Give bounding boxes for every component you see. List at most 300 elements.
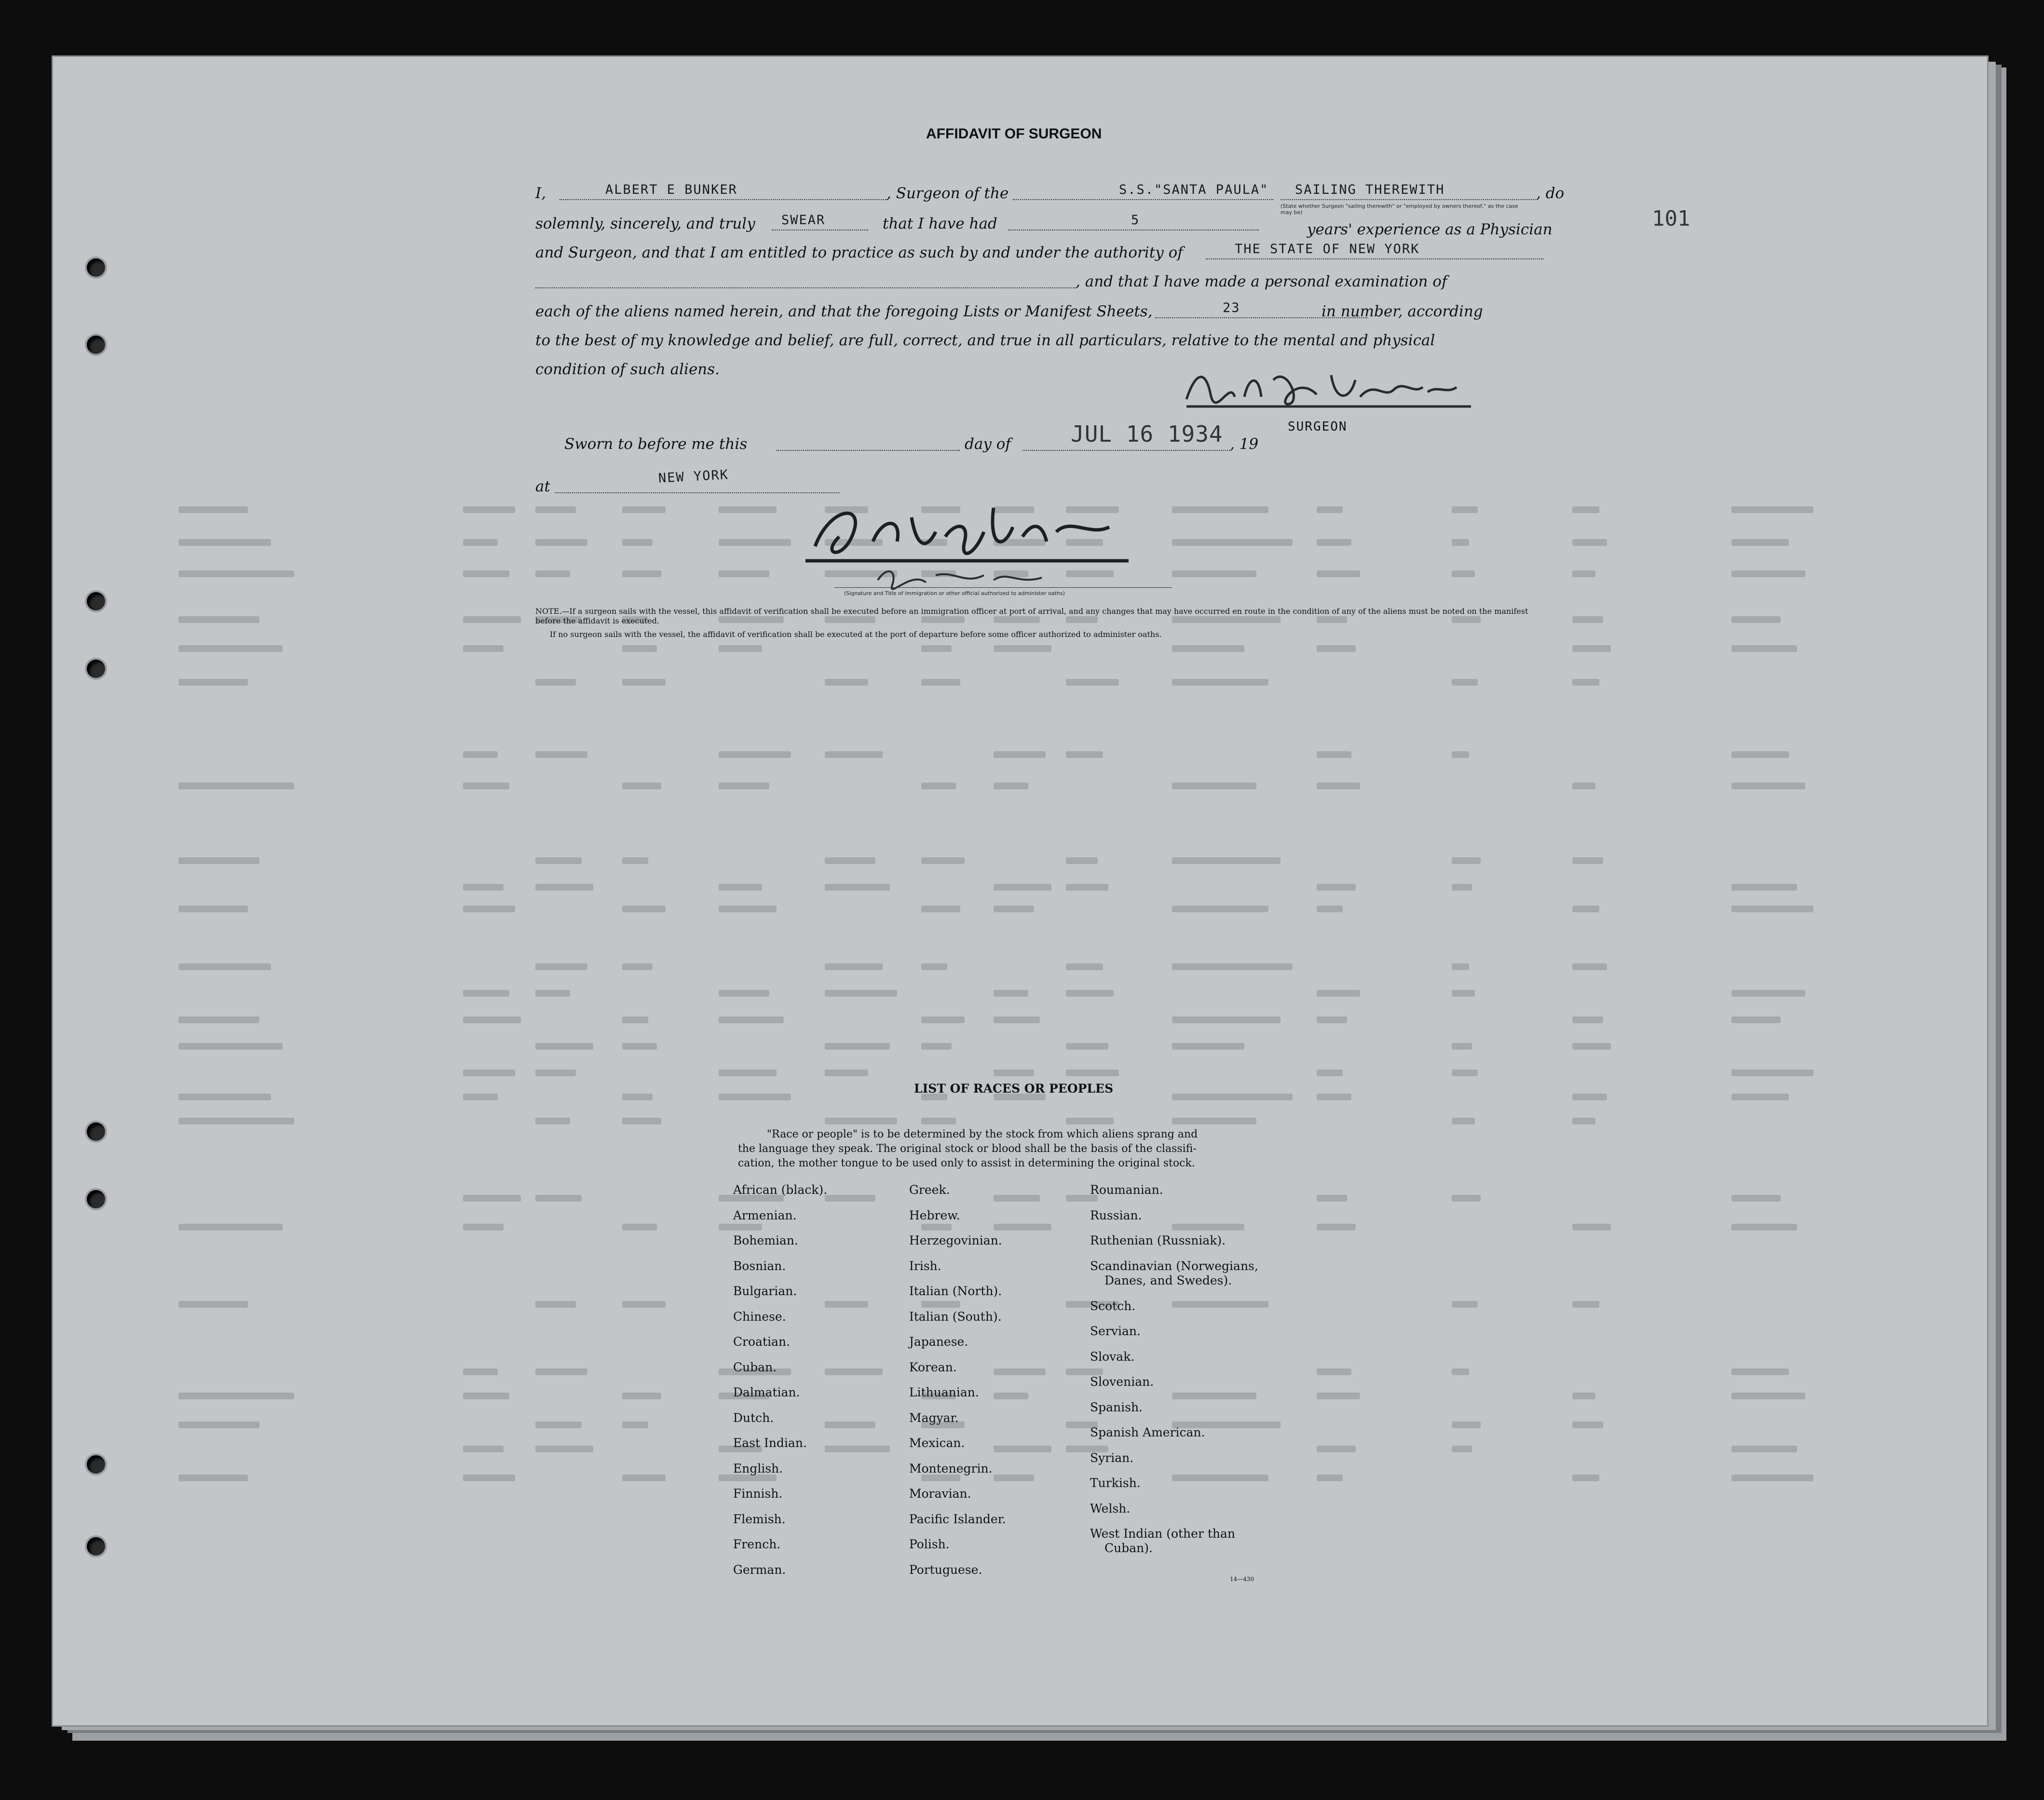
race-item: Armenian. — [733, 1208, 797, 1222]
ghost-mark — [1066, 679, 1119, 686]
affidavit-title: AFFIDAVIT OF SURGEON — [926, 126, 1102, 142]
race-item: Pacific Islander. — [909, 1512, 1006, 1526]
ghost-mark — [994, 751, 1046, 758]
ghost-mark — [178, 1475, 248, 1481]
ghost-mark — [1572, 679, 1599, 686]
ghost-mark — [178, 1094, 271, 1100]
sheets-value: 23 — [1223, 300, 1240, 315]
ghost-mark — [463, 645, 504, 652]
ghost-mark — [463, 783, 509, 789]
race-item: Italian (North). — [909, 1284, 1002, 1298]
ghost-mark — [1172, 906, 1268, 912]
manifest-text: each of the aliens named herein, and that the foregoing Lists or Manifest Sheets, — [535, 303, 1153, 320]
inspector-line — [834, 587, 1172, 588]
ghost-mark — [1172, 1224, 1244, 1231]
ghost-mark — [1731, 1368, 1789, 1375]
sworn-month-line — [1022, 450, 1230, 451]
ghost-mark — [463, 906, 515, 912]
ghost-mark — [994, 1368, 1046, 1375]
race-item: Dutch. — [733, 1410, 774, 1425]
ghost-mark — [178, 1118, 294, 1124]
punch-hole — [87, 258, 105, 277]
ghost-mark — [1452, 1195, 1481, 1202]
ghost-mark — [994, 990, 1028, 997]
ghost-mark — [1452, 1421, 1481, 1428]
years-value: 5 — [1131, 213, 1140, 228]
ghost-mark — [463, 1224, 504, 1231]
ghost-mark — [1066, 884, 1108, 891]
ghost-mark — [622, 857, 648, 864]
inspector-caption: (Signature and Title of immigration or other official authorized to administer oaths) — [844, 590, 1065, 596]
ghost-mark — [719, 645, 762, 652]
ghost-mark — [994, 645, 1051, 652]
ghost-mark — [1452, 1301, 1478, 1308]
ghost-mark — [535, 1368, 587, 1375]
race-item: Greek. — [909, 1183, 950, 1197]
ghost-mark — [463, 1195, 521, 1202]
ghost-mark — [1452, 539, 1469, 546]
ghost-mark — [921, 679, 960, 686]
race-item: Bulgarian. — [733, 1284, 797, 1298]
ghost-mark — [463, 1094, 498, 1100]
ghost-mark — [1731, 1195, 1781, 1202]
ghost-mark — [825, 1043, 890, 1050]
ghost-mark — [1317, 1224, 1356, 1231]
race-item: Spanish. — [1090, 1400, 1143, 1414]
condition-text: condition of such aliens. — [535, 361, 720, 378]
race-item: Polish. — [909, 1537, 950, 1551]
ghost-mark — [1317, 751, 1351, 758]
ghost-mark — [825, 1301, 868, 1308]
ghost-mark — [1731, 645, 1797, 652]
ghost-mark — [1317, 1446, 1356, 1452]
ghost-mark — [994, 1224, 1051, 1231]
ghost-mark — [535, 506, 576, 513]
punch-hole — [87, 660, 105, 678]
ghost-mark — [463, 1475, 515, 1481]
ghost-mark — [535, 884, 593, 891]
ghost-mark — [1452, 751, 1469, 758]
ghost-mark — [825, 1069, 868, 1076]
ghost-mark — [921, 857, 965, 864]
race-item: Moravian. — [909, 1487, 971, 1501]
ghost-mark — [178, 1016, 259, 1023]
ghost-mark — [535, 1301, 576, 1308]
ghost-mark — [719, 1016, 784, 1023]
ghost-mark — [994, 1393, 1028, 1399]
race-item: Scotch. — [1090, 1299, 1136, 1313]
ghost-mark — [1172, 1301, 1268, 1308]
ghost-mark — [921, 1118, 956, 1124]
ghost-mark — [1452, 1368, 1469, 1375]
solemnly-text: solemnly, sincerely, and truly — [535, 215, 755, 232]
ghost-mark — [1172, 679, 1268, 686]
ghost-mark — [1731, 884, 1797, 891]
race-item: Montenegrin. — [909, 1461, 993, 1475]
ghost-mark — [1731, 570, 1805, 577]
ghost-mark — [825, 963, 883, 970]
ghost-mark — [622, 963, 653, 970]
ghost-mark — [1572, 570, 1595, 577]
date-stamp: JUL 16 1934 — [1071, 421, 1223, 447]
ghost-mark — [825, 884, 890, 891]
ghost-mark — [719, 906, 777, 912]
ghost-mark — [1572, 1475, 1599, 1481]
race-item: Korean. — [909, 1360, 957, 1374]
ghost-mark — [1172, 1016, 1281, 1023]
sailing-line — [1281, 199, 1536, 200]
day-of-text: day of — [965, 435, 1011, 453]
ghost-mark — [1172, 1094, 1293, 1100]
ghost-mark — [1172, 1118, 1256, 1124]
ghost-mark — [1731, 783, 1805, 789]
ghost-mark — [719, 783, 769, 789]
years-exp-text: years' experience as a Physician — [1307, 221, 1553, 238]
ghost-mark — [535, 751, 587, 758]
ghost-mark — [1452, 1069, 1478, 1076]
race-item: Irish. — [909, 1259, 941, 1273]
races-title: LIST OF RACES OR PEOPLES — [914, 1082, 1114, 1096]
ghost-mark — [622, 1118, 661, 1124]
race-item: Syrian. — [1090, 1450, 1134, 1465]
ghost-mark — [463, 1069, 515, 1076]
race-item: Scandinavian (Norwegians, — [1090, 1259, 1258, 1273]
ghost-mark — [1317, 539, 1351, 546]
ghost-mark — [463, 751, 498, 758]
punch-hole — [87, 592, 105, 610]
ghost-mark — [921, 1224, 952, 1231]
surgeon-signature — [1177, 361, 1490, 414]
ghost-mark — [535, 539, 587, 546]
ghost-mark — [463, 1016, 521, 1023]
ghost-mark — [921, 1043, 952, 1050]
ghost-mark — [825, 1446, 890, 1452]
race-item: Italian (South). — [909, 1309, 1002, 1324]
ghost-mark — [178, 1224, 283, 1231]
affidavit-i: I, — [535, 185, 546, 202]
ghost-mark — [1572, 1118, 1595, 1124]
ghost-mark — [1317, 783, 1360, 789]
ghost-mark — [1317, 1069, 1343, 1076]
ghost-mark — [825, 1368, 883, 1375]
punch-hole — [87, 1123, 105, 1141]
ghost-mark — [622, 1475, 666, 1481]
ghost-mark — [1317, 1016, 1347, 1023]
ghost-mark — [178, 1043, 283, 1050]
race-item: Turkish. — [1090, 1476, 1141, 1490]
ghost-mark — [1572, 539, 1607, 546]
ghost-mark — [535, 857, 582, 864]
ghost-mark — [1452, 857, 1481, 864]
ghost-mark — [1172, 1475, 1268, 1481]
ghost-mark — [535, 1421, 582, 1428]
race-item: Russian. — [1090, 1208, 1142, 1222]
ghost-mark — [535, 1118, 570, 1124]
ghost-mark — [535, 570, 570, 577]
ghost-mark — [1317, 645, 1356, 652]
ghost-mark — [1066, 1069, 1119, 1076]
sworn-day-line — [777, 450, 960, 451]
ghost-mark — [1572, 1016, 1603, 1023]
race-item: French. — [733, 1537, 781, 1551]
ghost-mark — [1066, 751, 1103, 758]
ghost-mark — [1317, 1368, 1351, 1375]
race-item: Cuban. — [733, 1360, 777, 1374]
at-place: NEW YORK — [658, 467, 729, 486]
ghost-mark — [719, 990, 769, 997]
ghost-mark — [921, 1475, 960, 1481]
ghost-mark — [178, 539, 271, 546]
ghost-mark — [994, 906, 1034, 912]
ghost-mark — [1572, 1094, 1607, 1100]
ghost-mark — [622, 679, 666, 686]
in-number-text: in number, according — [1322, 303, 1483, 320]
ghost-mark — [825, 751, 883, 758]
races-intro-1: "Race or people" is to be determined by the stock from which aliens sprang and — [767, 1128, 1198, 1140]
ghost-mark — [1317, 884, 1356, 891]
race-item: Lithuanian. — [909, 1385, 979, 1399]
race-item: German. — [733, 1562, 786, 1577]
ghost-mark — [1452, 1043, 1472, 1050]
ghost-mark — [178, 906, 248, 912]
ghost-mark — [1572, 963, 1607, 970]
ghost-mark — [1731, 906, 1813, 912]
ghost-mark — [719, 1069, 777, 1076]
authority-line — [1206, 258, 1543, 259]
note-2: If no surgeon sails with the vessel, the affidavit of verification shall be executed at the port of departure before some officer authorized to administer oaths. — [550, 630, 1162, 639]
race-item: Roumanian. — [1090, 1183, 1163, 1197]
ghost-mark — [1452, 1446, 1472, 1452]
ghost-mark — [921, 1016, 965, 1023]
ghost-mark — [921, 645, 952, 652]
ghost-mark — [1731, 1475, 1813, 1481]
ghost-mark — [1172, 645, 1244, 652]
ghost-mark — [1066, 1118, 1114, 1124]
ghost-mark — [719, 539, 791, 546]
vessel-line — [1013, 199, 1273, 200]
ghost-mark — [1317, 1393, 1360, 1399]
ghost-mark — [1731, 1069, 1813, 1076]
ghost-mark — [1317, 990, 1360, 997]
ghost-mark — [178, 857, 259, 864]
ghost-mark — [463, 1368, 498, 1375]
race-item: Flemish. — [733, 1512, 786, 1526]
ghost-mark — [178, 1393, 294, 1399]
race-item: Servian. — [1090, 1324, 1141, 1338]
ghost-mark — [825, 1118, 897, 1124]
ghost-mark — [921, 963, 947, 970]
ghost-mark — [1731, 1393, 1805, 1399]
punch-hole — [87, 1537, 105, 1556]
ghost-mark — [622, 1301, 666, 1308]
race-item: Hebrew. — [909, 1208, 960, 1222]
ghost-mark — [719, 506, 777, 513]
sworn-text: Sworn to before me this — [564, 435, 748, 453]
ghost-mark — [719, 1224, 762, 1231]
ghost-mark — [1452, 570, 1475, 577]
ghost-mark — [1731, 1094, 1789, 1100]
ghost-mark — [1572, 506, 1599, 513]
surgeon-label: SURGEON — [1288, 420, 1348, 434]
year-prefix: , 19 — [1230, 435, 1259, 453]
ghost-mark — [994, 783, 1028, 789]
ghost-mark — [1572, 616, 1603, 623]
ghost-mark — [178, 963, 271, 970]
ghost-mark — [535, 1069, 576, 1076]
ghost-mark — [622, 783, 661, 789]
ghost-mark — [825, 857, 875, 864]
ghost-mark — [1731, 506, 1813, 513]
ghost-mark — [825, 990, 897, 997]
authority-text: and Surgeon, and that I am entitled to practice as such by and under the authority of — [535, 244, 1183, 261]
ghost-mark — [1731, 751, 1789, 758]
inspector-signature — [801, 488, 1196, 599]
ghost-mark — [463, 616, 521, 623]
punch-hole — [87, 336, 105, 354]
sailing-note: (State whether Surgeon "sailing therewith" or "employed by owners thereof," as the case may be) — [1281, 203, 1518, 216]
ghost-mark — [463, 990, 509, 997]
have-had-text: that I have had — [883, 215, 997, 232]
ghost-mark — [719, 570, 769, 577]
ghost-mark — [535, 1446, 593, 1452]
ghost-mark — [994, 1016, 1040, 1023]
ghost-mark — [622, 1224, 657, 1231]
race-item: Welsh. — [1090, 1501, 1131, 1516]
ghost-mark — [463, 1393, 509, 1399]
ghost-mark — [825, 1421, 875, 1428]
ghost-mark — [719, 1094, 791, 1100]
knowledge-text: to the best of my knowledge and belief, are full, correct, and true in all particulars, relative to the mental and physical — [535, 332, 1435, 349]
ghost-mark — [1731, 1446, 1797, 1452]
ghost-mark — [535, 679, 576, 686]
race-item: Bohemian. — [733, 1233, 798, 1247]
ghost-mark — [1172, 783, 1256, 789]
ghost-mark — [994, 1475, 1034, 1481]
race-item: Ruthenian (Russniak). — [1090, 1233, 1226, 1247]
race-item: West Indian (other than — [1090, 1527, 1236, 1541]
ghost-mark — [1066, 857, 1098, 864]
race-item: Chinese. — [733, 1309, 786, 1324]
ghost-mark — [1731, 1016, 1781, 1023]
ghost-mark — [1731, 616, 1781, 623]
race-item: Dalmatian. — [733, 1385, 800, 1399]
affidavit-do: , do — [1536, 185, 1565, 202]
ghost-mark — [994, 1195, 1040, 1202]
ghost-mark — [1572, 645, 1611, 652]
ghost-mark — [1172, 963, 1293, 970]
ghost-mark — [178, 1421, 259, 1428]
ghost-mark — [622, 645, 657, 652]
ghost-mark — [1452, 1118, 1475, 1124]
race-item: Bosnian. — [733, 1259, 786, 1273]
race-item: English. — [733, 1461, 783, 1475]
ghost-mark — [719, 751, 791, 758]
ghost-mark — [178, 1301, 248, 1308]
ghost-mark — [921, 1301, 960, 1308]
race-item: Mexican. — [909, 1436, 965, 1450]
ghost-mark — [622, 1393, 661, 1399]
ghost-mark — [1317, 1475, 1343, 1481]
ghost-mark — [1066, 963, 1103, 970]
ghost-mark — [178, 679, 248, 686]
surgeon-name: ALBERT E BUNKER — [605, 182, 737, 197]
authority-value: THE STATE OF NEW YORK — [1235, 242, 1420, 257]
ghost-mark — [825, 679, 868, 686]
ghost-mark — [994, 1069, 1034, 1076]
note-1: NOTE.—If a surgeon sails with the vessel, this affidavit of verification shall be executed before an immigration officer at port of arrival, and any changes that may have occurred en route in the condition of any of the aliens must be noted on the manifest before the affidavit is executed. — [535, 607, 1528, 625]
ghost-mark — [178, 506, 248, 513]
ghost-mark — [1172, 1043, 1244, 1050]
ghost-mark — [463, 506, 515, 513]
ghost-mark — [1452, 963, 1469, 970]
ghost-mark — [719, 884, 762, 891]
race-item: Slovak. — [1090, 1349, 1135, 1364]
name-line — [559, 199, 887, 200]
vessel-name: S.S."SANTA PAULA" — [1119, 182, 1269, 197]
ghost-mark — [994, 884, 1051, 891]
ghost-mark — [178, 645, 283, 652]
ghost-mark — [622, 1421, 648, 1428]
page-number: 101 — [1652, 206, 1690, 231]
ghost-mark — [535, 990, 570, 997]
race-item: Croatian. — [733, 1335, 790, 1349]
races-intro-2: the language they speak. The original stock or blood shall be the basis of the classifi- — [738, 1143, 1197, 1155]
race-item: Herzegovinian. — [909, 1233, 1002, 1247]
ghost-mark — [1731, 1224, 1797, 1231]
ghost-mark — [1066, 990, 1114, 997]
ghost-mark — [178, 783, 294, 789]
race-item: African (black). — [733, 1183, 828, 1197]
surgeon-of-the: , Surgeon of the — [886, 185, 1009, 202]
at-text: at — [535, 478, 550, 495]
race-item: Cuban). — [1104, 1541, 1153, 1555]
ghost-mark — [622, 906, 666, 912]
ghost-mark — [719, 1475, 777, 1481]
ghost-mark — [825, 1195, 875, 1202]
ghost-mark — [622, 1094, 653, 1100]
sailing-status: SAILING THEREWITH — [1295, 182, 1445, 197]
race-item: Slovenian. — [1090, 1375, 1154, 1389]
ghost-mark — [535, 1195, 582, 1202]
ghost-mark — [1572, 1224, 1611, 1231]
ghost-mark — [1731, 990, 1805, 997]
ghost-mark — [1452, 990, 1475, 997]
ghost-mark — [921, 783, 956, 789]
examination-text: , and that I have made a personal examination of — [1076, 273, 1447, 290]
ghost-mark — [1572, 1421, 1603, 1428]
ghost-mark — [1572, 1043, 1611, 1050]
ghost-mark — [1317, 1195, 1347, 1202]
swear-value: SWEAR — [781, 213, 826, 228]
ghost-mark — [1572, 1301, 1599, 1308]
ghost-mark — [463, 539, 498, 546]
ghost-mark — [1172, 857, 1281, 864]
races-intro-3: cation, the mother tongue to be used only to assist in determining the original stock. — [738, 1157, 1195, 1169]
ghost-mark — [622, 1043, 657, 1050]
manifest-sheet — [53, 57, 1987, 1725]
ghost-mark — [1066, 1368, 1103, 1375]
ghost-mark — [1066, 1043, 1108, 1050]
ghost-mark — [1452, 884, 1472, 891]
ghost-mark — [1317, 570, 1360, 577]
punch-hole — [87, 1455, 105, 1474]
ghost-mark — [178, 570, 294, 577]
race-item: Magyar. — [909, 1410, 959, 1425]
ghost-mark — [622, 539, 653, 546]
race-item: Spanish American. — [1090, 1425, 1205, 1439]
race-item: Danes, and Swedes). — [1104, 1273, 1232, 1287]
blank-line — [535, 287, 1076, 288]
